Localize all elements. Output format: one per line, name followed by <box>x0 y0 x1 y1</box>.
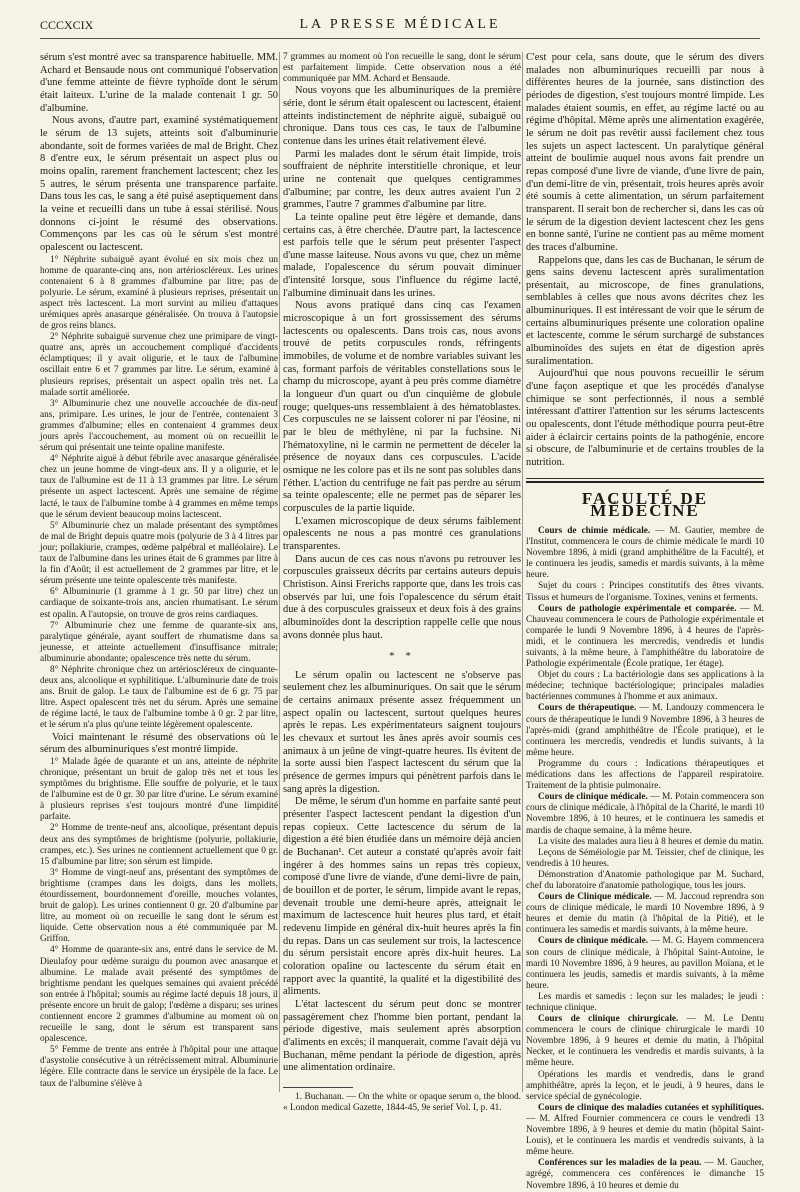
course-announcement <box>526 892 764 936</box>
observations-list <box>40 255 278 732</box>
column-1 <box>40 52 278 1090</box>
column-3 <box>526 52 764 1192</box>
course-announcement <box>526 604 764 671</box>
course-title: Cours de clinique médicale. <box>538 792 648 803</box>
course-announcement <box>526 670 764 703</box>
course-title: Conférences sur les maladies de la peau. <box>538 1158 702 1169</box>
paragraph: Voici maintenant le résumé des observations où le sérum des albuminuriques s'est montré limpide. <box>40 731 278 756</box>
course-text: — M. Jaccoud reprendra son cours de clinique médicale, le mardi 10 Novembre 1896, à 9 heures et demie du matin (à l'hôpital de la Pitié), et le continuera les samedis et mardis suivants, à la même heure. <box>526 892 764 936</box>
observation-item: 8° Néphrite chronique chez un artérioscléreux de cinquante-deux ans, alcoolique et syphilitique. L'albuminurie date de trois ans. Bruit de galop. Le taux de l'albumine est de 6 gr. 75 par litre. Aspect opalescent très net du sérum. Après une semaine de régime lacté, le taux de l'albumine tombe à 0 gr. 2 par litre, et le sérum n'a plus qu'une teinte légèrement opalescente. <box>40 664 278 731</box>
observation-item: 6° Albuminurie (1 gramme à 1 gr. 50 par litre) chez un cardiaque de soixante-trois ans, ancien rhumatisant. Le sérum est opalin. A l'autopsie, on trouve de gros reins cardiaques. <box>40 587 278 620</box>
course-announcement <box>526 992 764 1014</box>
course-announcement <box>526 1103 764 1158</box>
section-break-asterisks: * * <box>389 650 415 663</box>
observation-item: 3° Homme de vingt-neuf ans, présentant des symptômes de brightisme (crampes dans les doigts, dans les mollets, étourdissement, bourdonnement d'oreille, mouches volantes, bruit de galop). Les urines contiennent 0 gr. 20 d'albumine par litre, au moment où on recueille le sang dont le sérum est liquide. Cette observation nous a été communiquée par M. Griffon. <box>40 867 278 945</box>
observation-item: 5° Femme de trente ans entrée à l'hôpital pour une attaque d'asystolie consécutive à un rétrécissement mitral. Albuminurie légère. Elle contracte dans le service un érysipèle de la face. Le taux de l'albumine s'élève à <box>40 1045 278 1089</box>
footnote-rule <box>283 1087 353 1088</box>
course-text: — M. Le Dentu commencera le cours de clinique chirurgicale le mardi 10 Novembre 1896, à 9 heures et demie du matin, à l'hôpital Necker, et le continuera les vendredis et mardis suivants, à la même heure. <box>526 1014 764 1069</box>
observation-item: 3° Albuminurie chez une nouvelle accouchée de dix-neuf ans, primipare. Les urines, le jour de l'entrée, contenaient 3 grammes d'albumine; elles en contenaient 4 grammes deux jours après l'accouchement, au moment où on recueillit le sérum qui présentait une teinte opaline manifeste. <box>40 398 278 454</box>
course-announcement <box>526 759 764 792</box>
course-announcement <box>526 703 764 758</box>
course-announcement <box>526 837 764 848</box>
course-announcement <box>526 936 764 991</box>
observation-item: 2° Néphrite subaiguë survenue chez une primipare de vingt-quatre ans, après un accouchement compliqué d'accidents éclamptiques; il y avait oligurie, et le taux de l'albumine oscillait entre 6 et 7 grammes par litre. Le sérum, examiné à plusieurs reprises, présentait un aspect opalin très net. La malade sortit améliorée. <box>40 332 278 398</box>
paragraph: Dans aucun de ces cas nous n'avons pu retrouver les corpuscules graisseux décrits par certains auteurs depuis Christison. Ainsi Frerichs rapporte que, dans les trois cas observés par lui, une fois l'opalescence du sérum était due à des corpuscules graisseux et deux fois à des grains albuminoïdes dont la description rappelle celle que nous avons donnée plus haut. <box>283 553 521 641</box>
paragraph: Rappelons que, dans les cas de Buchanan, le sérum de gens sains devenu lactescent après suralimentation présentait, au microscope, de fines granulations, semblables à celles que nous avons décrites chez les albuminuriques. Il est intéressant de voir que le sérum de certains albuminuriques présente une coloration opaline et lactescente, comme le sérum surchargé de substances albuminoïdes des sujets en état de digestion après suralimentation. <box>526 254 764 367</box>
course-text: La visite des malades aura lieu à 8 heures et demie du matin. <box>538 836 764 847</box>
paragraph: C'est pour cela, sans doute, que le sérum des divers malades non albuminuriques recueilli par nous à différentes heures de la journée, sans distinction des périodes de digestion, s'est toujours montré limpide. Les malades étaient soumis, en effet, au régime lacté ou au régime d'hôpital. Même après une alimentation exagérée, le sérum ne doit pas revêtir aussi facilement chez tous les sujets un aspect lactescent. Un paralytique général atteint de boulimie auquel nous avons fait prendre un repas composé d'une livre de viande, d'une livre de pain, d'un demi-litre de vin, présentait, trois heures après avoir été soumis à cette alimentation, un sérum parfaitement transparent. Il serait bon de rechercher si, dans les cas où le sérum de la digestion devient lactescent chez les gens en bonne santé, l'urine ne contient pas au même moment des traces d'albumine. <box>526 52 764 253</box>
paragraph: Nous avons, d'autre part, examiné systématiquement le sérum de 13 sujets, atteints soit d'albuminurie abondante, soit de formes variées de mal de Bright. Chez 8 d'entre eux, le sérum présentait un aspect plus ou moins opalin, rarement franchement lactescent; chez les 5 autres, le sérum présenta une transparence parfaite. Dans tous les cas, le sang a été puisé aseptiquement dans la veine et recueilli dans un tube à essai stérilisé. Nous donnons ci-joint le résumé des observations. Commençons par les cas où le sérum s'est montré opalescent ou lactescent. <box>40 115 278 253</box>
course-text: — M. Alfred Fournier commencera ce cours le vendredi 13 Novembre 1896, à 9 heures et demie du matin (hôpital Saint-Louis), et le continuera les mardis et vendredis suivants, à la même heure. <box>526 1113 764 1158</box>
courses-list <box>526 526 764 1192</box>
course-title: Cours de clinique chirurgicale. <box>538 1014 679 1025</box>
course-announcement <box>526 792 764 836</box>
course-announcement <box>526 581 764 603</box>
course-text: Les mardis et samedis : leçon sur les malades; le jeudi : technique clinique. <box>526 991 764 1013</box>
footnote: 1. Buchanan. — On the white or opaque serum o, the blood. « London medical Gazette, 1844-45, 9e serief Vol. I, p. 41. <box>283 1091 521 1113</box>
page-header <box>40 12 760 39</box>
course-text: Programme du cours : Indications thérapeutiques et médications dans les affections de l'appareil respiratoire. Traitement de la phtisie pulmonaire. <box>526 758 764 792</box>
observation-item: 7 grammes au moment où l'on recueille le sang, dont le sérum est parfaitement limpide. Cette observation nous a été communiquée par MM. Achard et Bensaude. <box>283 52 521 85</box>
paragraph: Nous voyons que les albuminuriques de la première série, dont le sérum était opalescent ou lactescent, étaient atteints indistinctement de néphrite aiguë, subaiguë ou chronique. Dans tous ces cas, le taux de l'albumine contenue dans les urines était relativement élevé. <box>283 85 521 147</box>
course-text: — M. Gaucher, agrégé, commencera ces conférences le dimanche 15 Novembre 1896, à 10 heures et demie du <box>526 1158 764 1191</box>
column-divider <box>279 52 280 1092</box>
paragraph: De même, le sérum d'un homme en parfaite santé peut présenter l'aspect lactescent pendant la digestion d'un repas copieux. Cette lactescence du sérum de la digestion a été bien étudiée dans un mémoire déjà ancien de Buchanan¹. Cet auteur a constaté qu'après avoir fait ingérer à des hommes sains un repas très copieux, composé d'une livre de viande, d'une demi-livre de pain, de bouillon et de porter, le sérum, limpide avant le repas, devenait trouble une demi-heure après, atteignait le maximum de lactescence huit heures plus tard, et était redevenu limpide en général dix-huit heures après la fin du repas. Dans un cas seulement sur trois, la lactescence du sérum persistait encore après dix-huit heures. La coloration opaline ou lactescente du sérum était en rapport avec la quantité, la qualité et la digestibilité des aliments. <box>283 796 521 998</box>
journal-title: LA PRESSE MÉDICALE <box>299 17 501 32</box>
paragraph: L'état lactescent du sérum peut donc se montrer passagèrement chez l'homme bien portant, pendant la période digestive, mais seulement après absorption d'aliments en excès; il manquerait, comme l'avait déjà vu Buchanan, même pendant la période de digestion, après une alimentation ordinaire. <box>283 998 521 1074</box>
course-text: Sujet du cours : Principes constitutifs des êtres vivants. Tissus et humeurs de l'organisme. Toxines, venins et ferments. <box>526 581 764 603</box>
column-divider <box>522 52 523 1092</box>
course-announcement <box>526 1158 764 1191</box>
observation-continuation <box>283 52 521 85</box>
paragraph: sérum s'est montré avec sa transparence habituelle. MM. Achard et Bensaude nous ont communiqué l'observation d'une femme atteinte de fièvre typhoïde dont le sérum était laiteux. L'urine de la malade contenait 1 gr. 50 d'albumine. <box>40 52 278 114</box>
course-title: Cours de Clinique médicale. <box>538 892 652 903</box>
course-title: Cours de clinique des maladies cutanées et syphilitiques. <box>538 1102 764 1113</box>
course-announcement <box>526 870 764 892</box>
observation-item: 5° Albuminurie chez un malade présentant des symptômes de mal de Bright depuis quatre mois (polyurie de 3 à 4 litres par jour; pollakiurie, crampes, œdème palpébral et malléolaire). Le taux de l'albumine dans les urines était de 6 grammes par litre à la fin d'Août; il est actuellement de 2 grammes par litre, et le sérum présente une teinte opalescente très manifeste. <box>40 520 278 587</box>
course-text: Objet du cours : La bactériologie dans ses applications à la médecine; technique bactériologique; principales maladies bactériennes communes à l'homme et aux animaux. <box>526 670 764 703</box>
column-2 <box>283 52 521 1114</box>
observation-item: 4° Homme de quarante-six ans, entré dans le service de M. Dieulafoy pour œdème suraigu du poumon avec anasarque et albumine. Le malade avait présenté des symptômes de brightisme pendant les quelques semaines qui avaient précédé son entrée à l'hôpital; soumis au régime lacté depuis 18 jours, il présente encore un bruit de galop; l'œdème a disparu; ses urines contiennent encore 2 grammes d'albumine au moment où on recueille le sang, dont le sérum est transparent sans opalescence. <box>40 945 278 1045</box>
paragraph: Nous avons pratiqué dans cinq cas l'examen microscopique à un fort grossissement des sérums lactescents ou opalescents. Dans trois cas, nous avons trouvé de petits corpuscules ronds, réfringents immobiles, de volume et de nombre variables suivant les cas, formant parfois de véritables constellations sous le champ du microscope, ayant à peu près comme diamètre la longueur d'un quart ou d'un cinquième de globule rouge; quelques-uns ressemblaient à des hématoblastes. Ces corpuscules ne se laissent colorer ni par l'éosine, ni par le bleu de méthylène, ni par la fuchsine. Ni l'hématoxyline, ni le carmin ne permettent de déceler la présence de noyaux dans ces corpuscules. L'acide osmique ne les colore pas et ils ne sont pas solubles dans l'éther. L'action du centrifuge ne fait pas perdre au sérum sa teinte opalescente; elle ne permet pas de séparer les corpuscules de la partie liquide. <box>283 300 521 514</box>
course-announcement <box>526 1070 764 1103</box>
course-title: Cours de chimie médicale. <box>538 525 651 536</box>
course-text: Leçons de Séméiologie par M. Teissier, chef de clinique, les vendredis à 10 heures. <box>526 847 764 869</box>
course-text: Démonstration d'Anatomie pathologique par M. Suchard, chef du laboratoire d'anatomie pathologique, tous les jours. <box>526 869 764 891</box>
course-text: — M. Chauveau commencera le cours de Pathologie expérimentale et comparée le lundi 9 Novembre 1896, à 4 heures de l'après-midi, et le continuera les mercredis, vendredis et lundis suivants, à la même heure, à l'amphithéâtre du laboratoire de Pathologie expérimentale (École pratique, 1er étage). <box>526 603 764 670</box>
observation-item: 2° Homme de trente-neuf ans, alcoolique, présentant depuis deux ans des symptômes de brightisme (polyurie, pollakiurie, crampes, etc.). Ses urines ne contiennent actuellement que 0 gr. 15 d'albumine par litre; son sérum est limpide. <box>40 823 278 867</box>
course-announcement <box>526 1014 764 1069</box>
section-rule <box>526 481 764 483</box>
paragraph: Le sérum opalin ou lactescent ne s'observe pas seulement chez les albuminuriques. On sait que le sérum de certains animaux présente assez fréquemment un aspect opalin ou lactescent, surtout quelques heures après le repas. Les expérimentateurs saignent toujours les chevaux et surtout les ânes après avoir soumis ces animaux à un jeûne de vingt-quatre heures. Ils évitent de la sorte aussi bien l'aspect lactescent du sérum que la présence de germes impurs qui pénètrent parfois dans le sang après la digestion. <box>283 669 521 795</box>
paragraph: Parmi les malades dont le sérum était limpide, trois souffraient de néphrite interstitielle chronique, et leur urine ne contenait que quelques centigrammes d'albumine; par contre, les deux autres avaient l'un 2 grammes, l'autre 7 grammes d'albumine par litre. <box>283 148 521 211</box>
course-title: Cours de thérapeutique. <box>538 703 637 714</box>
section-rule <box>526 478 764 479</box>
course-title: Cours de clinique médicale. <box>538 936 649 947</box>
paragraph: Aujourd'hui que nous pouvons recueillir le sérum d'une façon aseptique et que les procédés d'analyse chimique se sont perfectionnés, il nous a semblé intéressant d'attirer l'attention sur les sérums lactescents ou opalescents, dont l'étude méthodique pourra peut-être aider à éclaircir certains points de la pathogénie, encore si obscure, de l'albuminurie et de certains troubles de la nutrition. <box>526 368 764 468</box>
page-number: CCCXCIX <box>40 18 94 32</box>
course-text: — M. Landouzy commencera le cours de thérapeutique le lundi 9 Novembre 1896, à 3 heures de l'après-midi (grand amphithéâtre de l'École pratique), et le continuera les mercredis, vendredis et lundis suivants, à la même heure. <box>526 703 764 758</box>
observation-item: 7° Albuminurie chez une femme de quarante-six ans, paralytique générale, ayant souffert de rhumatisme dans sa jeunesse, et atteinte actuellement d'insuffisance mitrale; albuminurie abondante; opalescence très nette du sérum. <box>40 620 278 664</box>
paragraph: L'examen microscopique de deux sérums faiblement opalescents ne nous a pas montré ces granulations transparentes. <box>283 515 521 552</box>
observation-item: 1° Malade âgée de quarante et un ans, atteinte de néphrite chronique, présentant un bruit de galop très net et tous les symptômes du brightisme. Elle souffre de polyurie, et le taux de l'albumine est de 0 gr. 30 par litre d'urine. Le sérum examiné à plusieurs reprises s'est toujours montré d'une limpidité parfaite. <box>40 756 278 823</box>
course-text: — M. G. Hayem commencera son cours de clinique médicale, à l'hôpital Saint-Antoine, le mardi 10 Novembre 1896, à 9 heures, au pavillon Moïana, et le continuera les jeudis, samedis et mardis suivants, à la même heure. <box>526 936 764 991</box>
course-announcement <box>526 848 764 870</box>
course-text: — M. Potain commencera son cours de clinique médicale, à l'hôpital de la Charité, le mardi 10 Novembre 1896, à 10 heures, et le continuera les samedis et mardis de chaque semaine, à la même heure. <box>526 792 765 836</box>
course-text: Opérations les mardis et vendredis, dans le grand amphithéâtre, après la leçon, et le jeudi, à 9 heures, dans le service spécial de gynécologie. <box>526 1069 764 1102</box>
section-title: FACULTÉ DE MÉDECINE <box>581 488 709 521</box>
observation-item: 1° Néphrite subaiguë ayant évolué en six mois chez un homme de quarante-cinq ans, non artérioscléreux. Les urines contenaient 6 à 8 grammes d'albumine par litre; pas de polyurie. Le sérum, examiné à plusieurs reprises, présentait un aspect très lactescent. La mort survint au milieu d'attaques urémiques après anasarque généralisée. On trouva à l'autopsie de gros reins blancs. <box>40 254 278 332</box>
paragraph: La teinte opaline peut être légère et demande, dans certains cas, à être cherchée. D'autre part, la lactescence est parfois telle que le sérum peut présenter l'aspect d'une masse laiteuse. Nous avons vu que, chez un même malade, l'opalescence du sérum pouvait diminuer d'intensité lorsque, sous l'influence du régime lacté, l'albumine diminuait dans les urines. <box>283 211 521 299</box>
course-text: — M. Gautier, membre de l'Institut, commencera le cours de chimie médicale le mardi 10 Novembre 1896, à midi (grand amphithéâtre de la Faculté), et le continuera les jeudis, samedis et mardis suivants, à la même heure. <box>526 525 764 581</box>
course-announcement <box>526 526 764 581</box>
course-title: Cours de pathologie expérimentale et comparée. <box>538 603 737 614</box>
observation-item: 4° Néphrite aiguë à début fébrile avec anasarque généralisée chez un jeune homme de vingt-deux ans. Il y a oligurie, et le taux de l'albumine est de 11 à 13 grammes par litre. Le sérum présente un aspect lactescent. Après une semaine de régime lacté, le taux de l'albumine tombe à 4 grammes en même temps que le sérum devient beaucoup moins lactescent. <box>40 454 278 520</box>
observations-list-limpid <box>40 757 278 1090</box>
